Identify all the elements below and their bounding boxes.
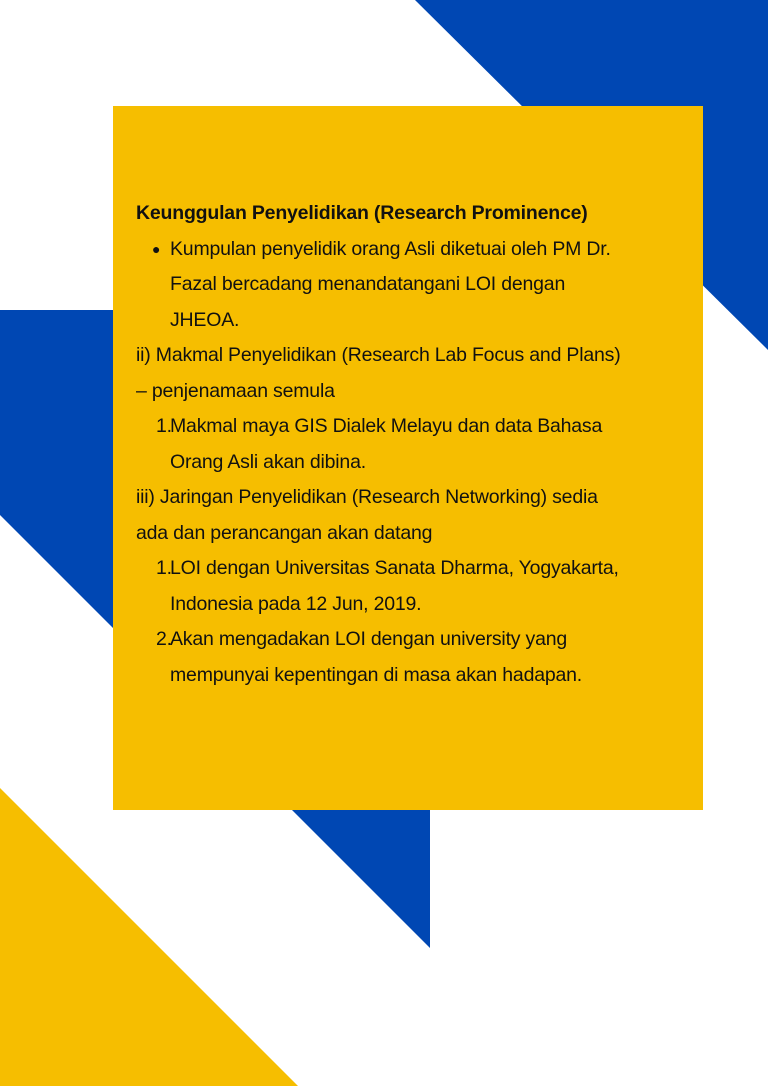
item-number: 1. xyxy=(156,415,172,437)
numbered-item xyxy=(136,409,703,480)
section-3-heading: iii) Jaringan Penyelidikan (Research Networking) sedia xyxy=(136,486,598,508)
item-line: Akan mengadakan LOI dengan university yang xyxy=(170,628,568,650)
bullet-line: JHEOA. xyxy=(170,308,240,331)
bullet-line: Kumpulan penyelidik orang Asli diketuai oleh PM Dr. xyxy=(170,237,611,260)
heading: Keunggulan Penyelidikan (Research Prominence) xyxy=(136,202,588,224)
content-card xyxy=(113,106,703,810)
item-line: Indonesia pada 12 Jun, 2019. xyxy=(170,592,422,615)
item-line: mempunyai kepentingan di masa akan hadapan. xyxy=(170,663,583,686)
bullet-line: Fazal bercadang menandatangani LOI dengan xyxy=(170,273,566,295)
bullet-item xyxy=(136,232,703,339)
item-line: LOI dengan Universitas Sanata Dharma, Yogyakarta, xyxy=(170,557,619,579)
section-2-heading: ii) Makmal Penyelidikan (Research Lab Focus and Plans) xyxy=(136,344,621,366)
bullet-icon: ● xyxy=(152,240,161,257)
item-number: 2. xyxy=(156,628,172,650)
document-text xyxy=(136,196,703,693)
blue-triangle-left xyxy=(0,310,113,628)
blue-triangle-bottom xyxy=(292,810,430,948)
item-line: Makmal maya GIS Dialek Melayu dan data Bahasa xyxy=(170,415,603,437)
numbered-item xyxy=(136,622,703,693)
section-2-subheading: – penjenamaan semula xyxy=(136,379,335,402)
yellow-triangle-bottom-left xyxy=(0,788,298,1086)
numbered-item xyxy=(136,551,703,622)
item-line: Orang Asli akan dibina. xyxy=(170,450,366,473)
item-number: 1. xyxy=(156,557,172,579)
section-3-subheading: ada dan perancangan akan datang xyxy=(136,521,433,544)
